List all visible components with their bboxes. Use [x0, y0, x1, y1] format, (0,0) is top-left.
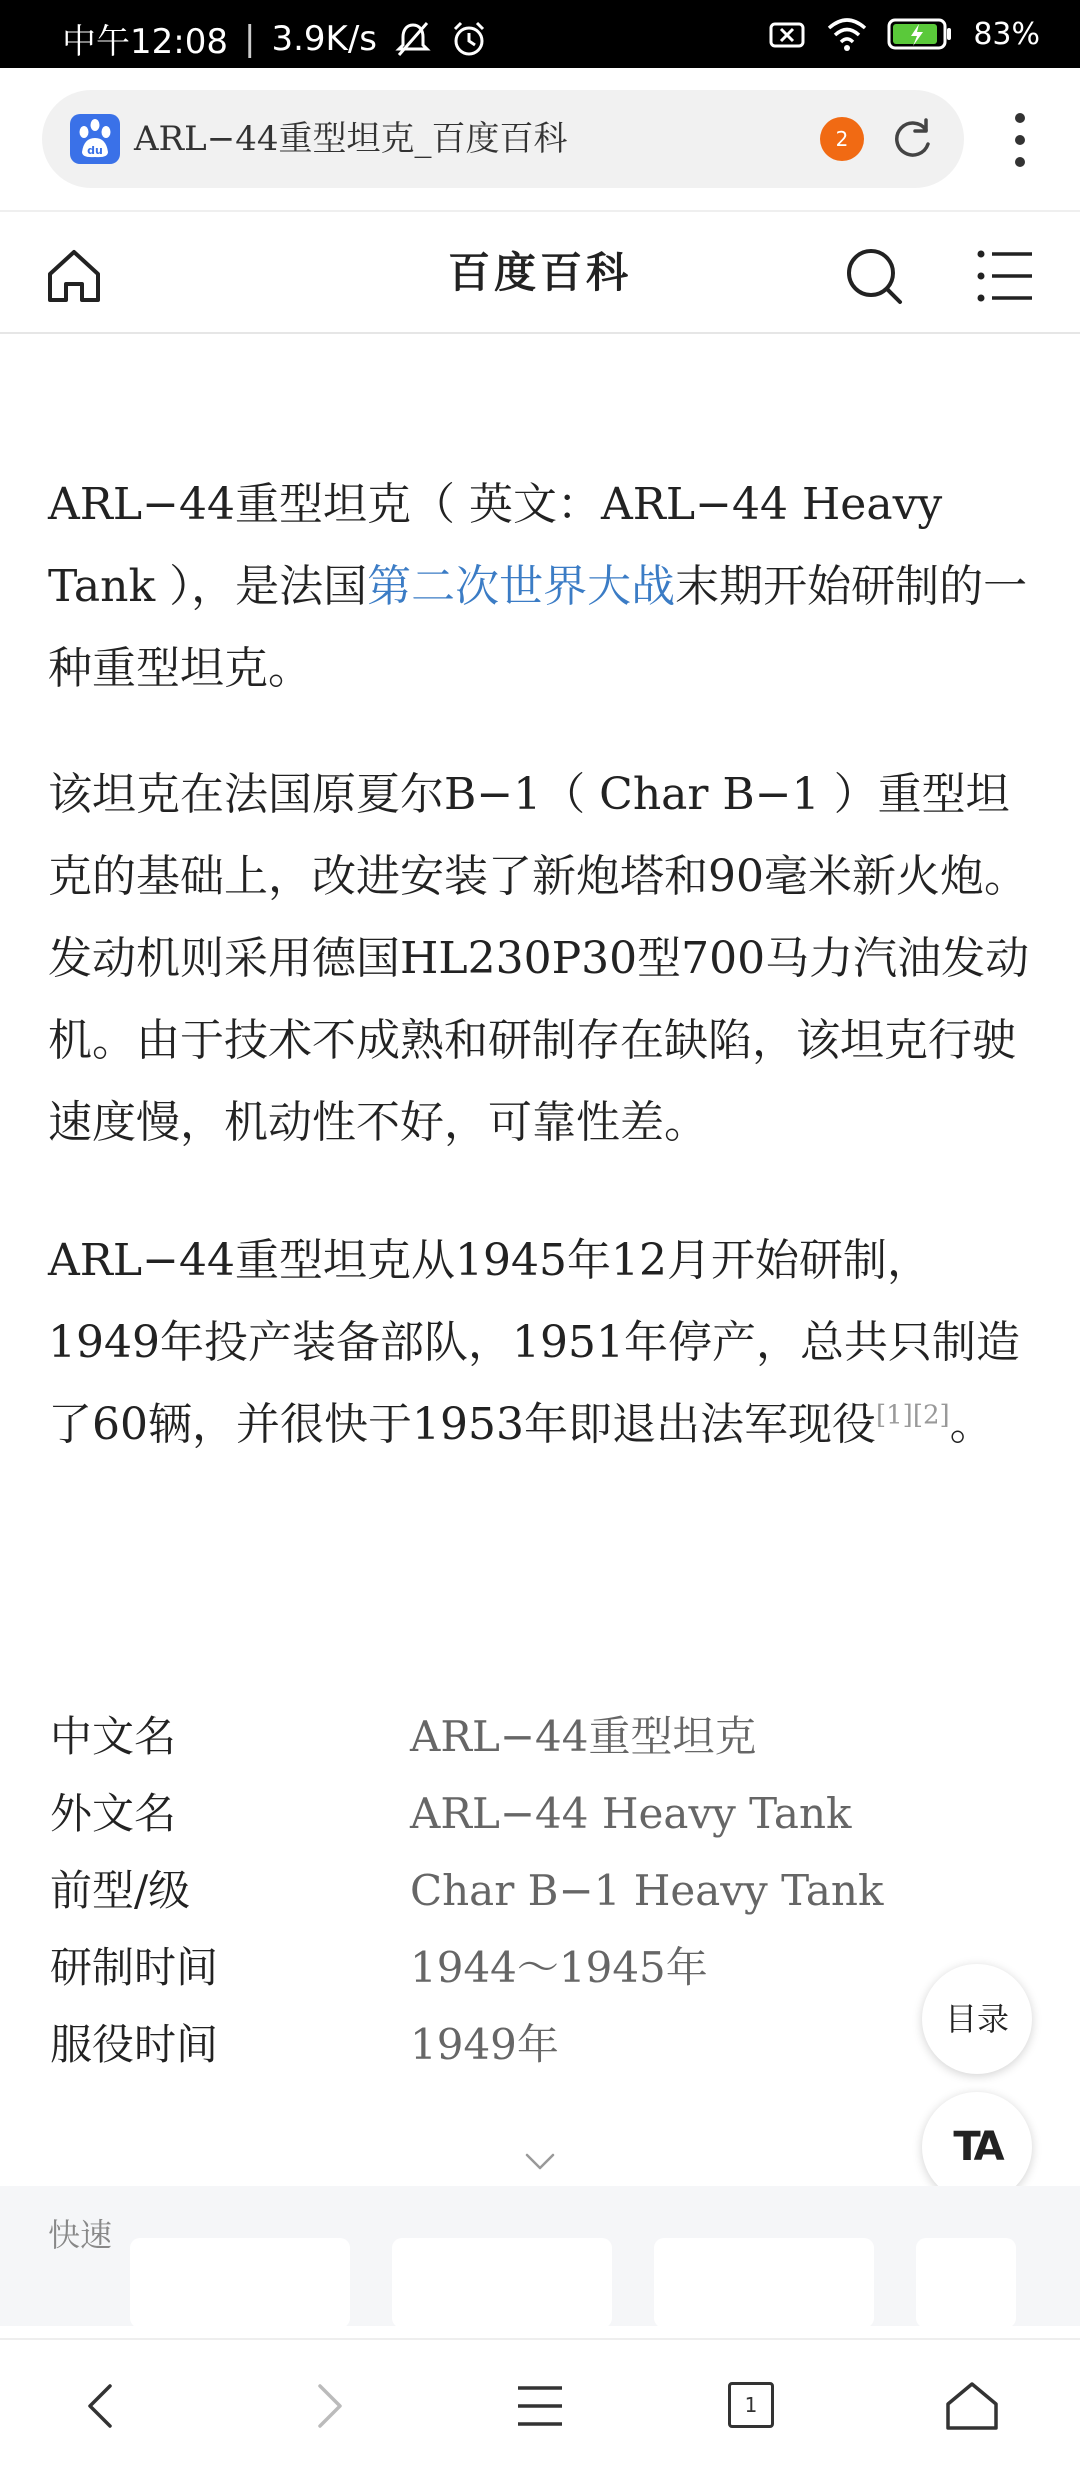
chevron-down-icon[interactable]: [524, 2152, 556, 2172]
intro-text-a: ARL−44重型坦克（ 英文：ARL−44 Heavy Tank ），是法国: [48, 479, 943, 612]
tab-count-badge[interactable]: 2: [820, 117, 864, 161]
status-left: [62, 14, 489, 63]
back-icon[interactable]: [76, 2378, 132, 2434]
info-value: ARL−44重型坦克: [410, 1712, 757, 1761]
more-menu-icon[interactable]: [1000, 108, 1040, 172]
info-key: 外文名: [50, 1789, 177, 1838]
wifi-icon: [827, 14, 867, 54]
info-row: [50, 2006, 1010, 2083]
info-key: 中文名: [50, 1712, 177, 1761]
forward-icon[interactable]: [298, 2378, 354, 2434]
status-right: [767, 14, 1040, 54]
menu-icon[interactable]: [512, 2378, 568, 2434]
reference-2[interactable]: [2]: [912, 1400, 950, 1431]
site-title: 百度百科: [447, 248, 632, 297]
wwii-link[interactable]: 第二次世界大战: [367, 561, 676, 612]
mute-bell-icon: [393, 19, 433, 59]
status-bar: [0, 0, 1080, 72]
battery-percent: 83%: [973, 16, 1040, 52]
info-row: [50, 1698, 1010, 1775]
quick-card[interactable]: [392, 2238, 612, 2328]
svg-text:du: du: [87, 144, 103, 157]
home-nav-icon[interactable]: [944, 2378, 1000, 2434]
quick-card[interactable]: [916, 2238, 1016, 2328]
info-row: [50, 1929, 1010, 2006]
bottom-navigation: [0, 2338, 1080, 2468]
paragraph-history: [48, 1220, 1038, 1466]
status-separator: |: [243, 18, 256, 59]
reload-icon[interactable]: [888, 114, 938, 164]
info-value: 1949年: [410, 2020, 559, 2069]
info-value: ARL−44 Heavy Tank: [410, 1789, 852, 1838]
alarm-icon: [449, 19, 489, 59]
info-row: [50, 1775, 1010, 1852]
info-key: 前型/级: [50, 1866, 191, 1915]
address-title: ARL−44重型坦克_百度百科: [134, 119, 568, 159]
browser-app: [0, 68, 1080, 2417]
baidu-paw-logo-icon: [70, 114, 120, 164]
toc-button[interactable]: 目录: [922, 1964, 1032, 2074]
intro-text-b: 末期开始研制的一种重型坦克。: [48, 561, 1028, 694]
catalog-list-icon[interactable]: [976, 248, 1034, 304]
info-value: Char B−1 Heavy Tank: [410, 1866, 884, 1915]
info-table: [50, 1698, 1010, 2083]
article-content: [0, 334, 1080, 2234]
font-size-button[interactable]: TA: [922, 2092, 1032, 2202]
quick-card[interactable]: [130, 2238, 350, 2328]
quick-nav-label: 快速: [48, 2216, 113, 2254]
reference-1[interactable]: [1]: [875, 1400, 913, 1431]
search-icon[interactable]: [844, 246, 904, 306]
info-value: 1944～1945年: [410, 1943, 708, 1992]
sim-x-icon: [767, 14, 807, 54]
battery-icon: [887, 16, 953, 52]
info-key: 研制时间: [50, 1943, 219, 1992]
status-network-speed: 3.9K/s: [271, 18, 377, 59]
site-header: [0, 210, 1080, 334]
history-text: ARL−44重型坦克从1945年12月开始研制，1949年投产装备部队，1951年停产，总共只制造了60辆，并很快于1953年即退出法军现役: [48, 1235, 1020, 1450]
paragraph-intro: [48, 464, 1038, 710]
status-time: 中午12:08: [62, 22, 228, 62]
address-area: [0, 68, 1080, 210]
paragraph-design: 该坦克在法国原夏尔B−1（ Char B−1 ）重型坦克的基础上，改进安装了新炮塔和90毫米新火炮。发动机则采用德国HL230P30型700马力汽油发动机。由于技术不成熟和研制存在缺陷，该坦克行驶速度慢，机动性不好，可靠性差。: [48, 769, 1030, 1148]
tabs-button[interactable]: 1: [728, 2382, 774, 2428]
history-end: 。: [949, 1399, 994, 1450]
info-key: 服役时间: [50, 2020, 219, 2069]
info-row: [50, 1852, 1010, 1929]
quick-card[interactable]: [654, 2238, 874, 2328]
quick-nav: [0, 2186, 1080, 2326]
address-bar[interactable]: [42, 90, 964, 188]
